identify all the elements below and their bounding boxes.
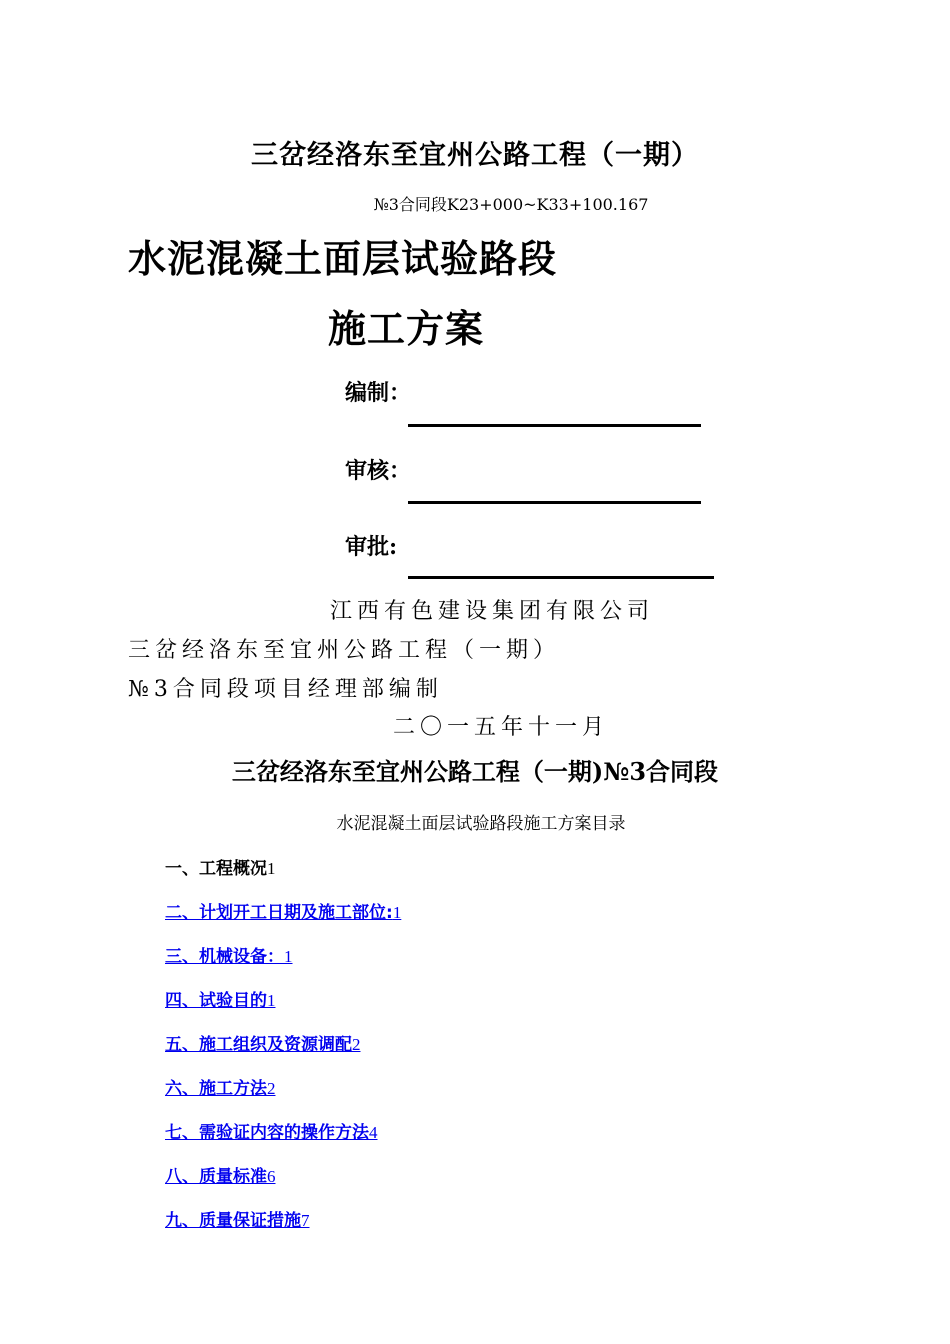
toc-item-label: 三、机械设备： bbox=[165, 947, 284, 967]
toc-link-2[interactable] bbox=[165, 898, 401, 923]
toc-item-label: 一、工程概况 bbox=[165, 859, 267, 879]
toc-item-page: 6 bbox=[267, 1167, 276, 1186]
toc-item-page: 7 bbox=[301, 1211, 310, 1230]
department-name: №3合同段项目经理部编制 bbox=[128, 677, 443, 702]
compile-date: 二〇一五年十一月 bbox=[393, 715, 610, 740]
project-title: 三岔经洛东至宜州公路工程（一期） bbox=[251, 140, 699, 171]
toc-item-label: 八、质量标准 bbox=[165, 1167, 267, 1187]
review-signature-line bbox=[408, 501, 701, 504]
toc-item-label: 四、试验目的 bbox=[165, 991, 267, 1011]
toc-link-6[interactable] bbox=[165, 1074, 276, 1099]
toc-item-page: 4 bbox=[369, 1123, 378, 1142]
toc-item-page: 2 bbox=[267, 1079, 276, 1098]
toc-item-label: 六、施工方法 bbox=[165, 1079, 267, 1099]
toc-item-page: 1 bbox=[267, 991, 276, 1010]
toc-item-page: 1 bbox=[392, 903, 402, 922]
approve-label: 审批: bbox=[345, 534, 398, 560]
toc-item-label: 九、质量保证措施 bbox=[165, 1211, 301, 1231]
toc-subtitle: 水泥混凝土面层试验路段施工方案目录 bbox=[336, 814, 626, 834]
main-title-line2: 施工方案 bbox=[328, 306, 485, 351]
toc-item-page: 2 bbox=[352, 1035, 361, 1054]
toc-heading: 三岔经洛东至宜州公路工程（一期)№3合同段 bbox=[231, 757, 719, 786]
approve-signature-line bbox=[408, 576, 714, 579]
toc-link-9[interactable] bbox=[165, 1206, 310, 1231]
company-name: 江西有色建设集团有限公司 bbox=[330, 599, 655, 624]
toc-item-label: 二、计划开工日期及施工部位: bbox=[165, 903, 393, 923]
compile-signature-line bbox=[408, 424, 701, 427]
main-title-line1: 水泥混凝土面层试验路段 bbox=[128, 236, 558, 281]
toc-item-label: 七、需验证内容的操作方法 bbox=[165, 1123, 369, 1143]
toc-link-8[interactable] bbox=[165, 1162, 276, 1187]
toc-item-page: 1 bbox=[284, 947, 293, 966]
compile-label: 编制： bbox=[345, 380, 412, 406]
toc-link-4[interactable] bbox=[165, 986, 276, 1011]
toc-item-label: 五、施工组织及资源调配 bbox=[165, 1035, 352, 1055]
toc-link-3[interactable] bbox=[165, 942, 293, 967]
toc-item-page: 1 bbox=[267, 859, 276, 878]
review-label: 审核： bbox=[345, 458, 412, 484]
toc-item-1 bbox=[165, 854, 276, 879]
toc-link-7[interactable] bbox=[165, 1118, 378, 1143]
toc-link-5[interactable] bbox=[165, 1030, 361, 1055]
project-name: 三岔经洛东至宜州公路工程（一期） bbox=[128, 638, 561, 663]
contract-section-line: №3合同段K23+000~K33+100.167 bbox=[373, 195, 649, 214]
